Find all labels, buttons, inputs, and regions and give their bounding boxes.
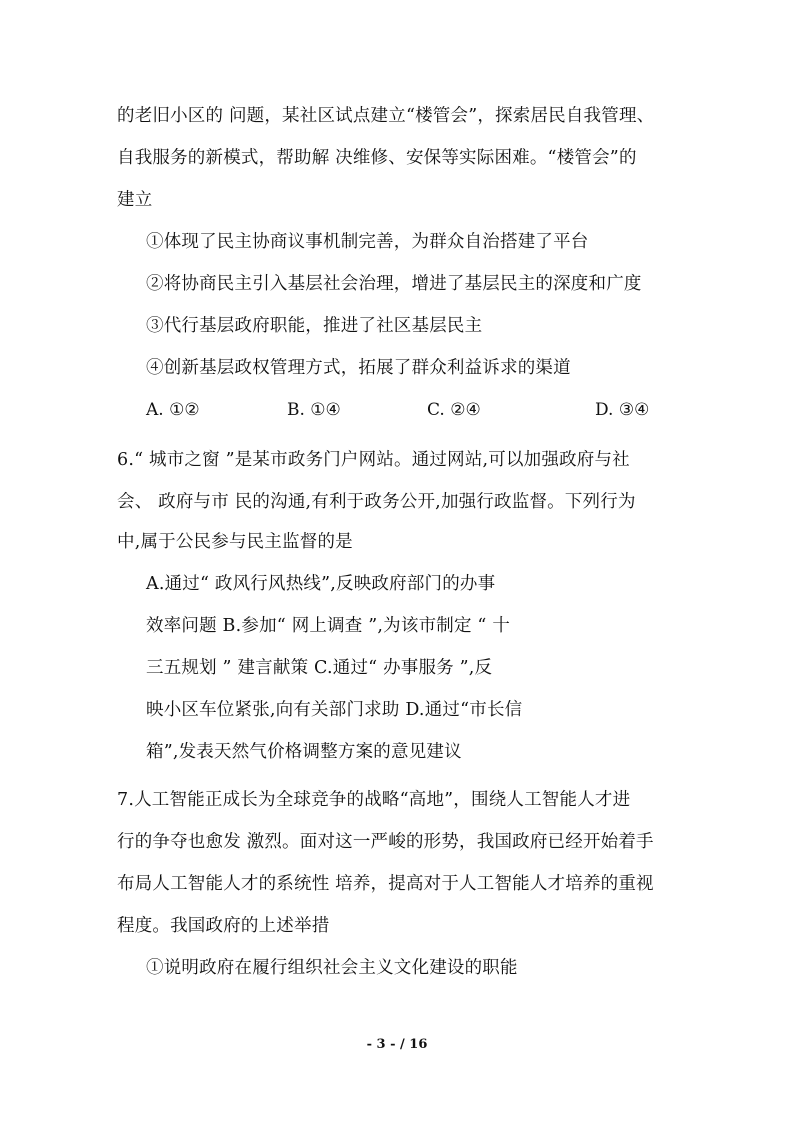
q5-option-b: B. ①④ bbox=[287, 400, 341, 420]
q7-stem-line-4: 程度。我国政府的上述举措 bbox=[117, 916, 330, 936]
q5-item-3: ③代行基层政府职能，推进了社区基层民主 bbox=[146, 316, 483, 336]
page-number: - 3 - / 16 bbox=[366, 1037, 428, 1052]
q6-stem-line-1: 6.“ 城市之窗 ”是某市政务门户网站。通过网站,可以加强政府与社 bbox=[117, 450, 630, 470]
q7-stem-line-1: 7.人工智能正成长为全球竞争的战略“高地”，围绕人工智能人才进 bbox=[117, 790, 631, 810]
q7-stem-line-2: 行的争夺也愈发 激烈。面对这一严峻的形势，我国政府已经开始着手 bbox=[117, 832, 654, 852]
q6-option-line-3: 三五规划 ” 建言献策 C.通过“ 办事服务 ”,反 bbox=[146, 658, 493, 678]
q5-item-1: ①体现了民主协商议事机制完善，为群众自治搭建了平台 bbox=[146, 232, 589, 252]
q7-stem-line-3: 布局人工智能人才的系统性 培养，提高对于人工智能人才培养的重视 bbox=[117, 874, 654, 894]
q6-option-line-5: 箱”,发表天然气价格调整方案的意见建议 bbox=[146, 742, 462, 762]
q6-option-line-1: A.通过“ 政风行风热线”,反映政府部门的办事 bbox=[146, 574, 496, 594]
q5-option-d: D. ③④ bbox=[595, 400, 650, 420]
q6-stem-line-2: 会、 政府与市 民的沟通,有利于政务公开,加强行政监督。下列行为 bbox=[117, 492, 636, 512]
q6-option-line-4: 映小区车位紧张,向有关部门求助 D.通过“市长信 bbox=[146, 700, 523, 720]
q5-option-c: C. ②④ bbox=[427, 400, 481, 420]
q5-stem-line-3: 建立 bbox=[117, 190, 153, 210]
q7-item-1: ①说明政府在履行组织社会主义文化建设的职能 bbox=[146, 958, 518, 978]
q5-stem-line-2: 自我服务的新模式，帮助解 决维修、安保等实际困难。“楼管会”的 bbox=[117, 148, 637, 168]
q6-option-line-2: 效率问题 B.参加“ 网上调查 ”,为该市制定 “ 十 bbox=[146, 616, 511, 636]
q5-stem-line-1: 的老旧小区的 问题，某社区试点建立“楼管会”，探索居民自我管理、 bbox=[117, 106, 655, 126]
q5-item-4: ④创新基层政权管理方式，拓展了群众利益诉求的渠道 bbox=[146, 358, 571, 378]
q5-item-2: ②将协商民主引入基层社会治理，增进了基层民主的深度和广度 bbox=[146, 274, 642, 294]
q6-stem-line-3: 中,属于公民参与民主监督的是 bbox=[117, 532, 353, 552]
q5-option-a: A. ①② bbox=[146, 400, 200, 420]
